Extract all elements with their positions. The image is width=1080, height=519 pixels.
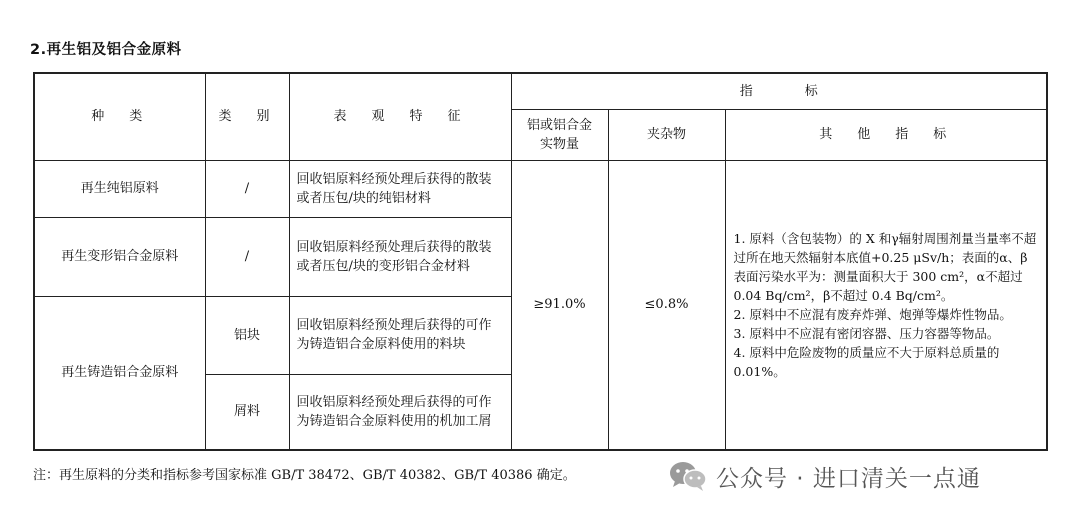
kind-cell: 再生纯铝原料 <box>34 160 205 217</box>
section-title: 2.再生铝及铝合金原料 <box>30 42 182 58</box>
other-indicator-4: 4. 原料中危险废物的质量应不大于原料总质量的 0.01%。 <box>733 344 1000 379</box>
appearance-cell: 回收铝原料经预处理后获得的散装或者压包/块的纯铝材料 <box>289 160 511 217</box>
header-indicators: 指 标 <box>511 73 1047 109</box>
category-cell: 铝块 <box>205 296 289 374</box>
watermark-text: 公众号 · 进口清关一点通 <box>716 465 981 492</box>
other-indicators-cell <box>725 160 1047 450</box>
category-cell: / <box>205 217 289 296</box>
watermark <box>668 456 981 496</box>
appearance-cell: 回收铝原料经预处理后获得的散装或者压包/块的变形铝合金材料 <box>289 217 511 296</box>
table-row <box>34 160 1047 217</box>
appearance-cell: 回收铝原料经预处理后获得的可作为铸造铝合金原料使用的料块 <box>289 296 511 374</box>
header-row-1 <box>34 73 1047 109</box>
wechat-icon <box>668 460 708 492</box>
table-note: 注：再生原料的分类和指标参考国家标准 GB/T 38472、GB/T 40382、GB/T 40386 确定。 <box>33 468 576 483</box>
header-category: 类 别 <box>205 73 289 160</box>
header-other: 其 他 指 标 <box>725 109 1047 160</box>
standards-table <box>33 72 1048 451</box>
al-content-value: ≥91.0% <box>511 160 608 450</box>
kind-cell: 再生铸造铝合金原料 <box>34 296 205 450</box>
kind-cell: 再生变形铝合金原料 <box>34 217 205 296</box>
other-indicator-3: 3. 原料中不应混有密闭容器、压力容器等物品。 <box>733 325 1000 341</box>
header-appearance: 表 观 特 征 <box>289 73 511 160</box>
appearance-cell: 回收铝原料经预处理后获得的可作为铸造铝合金原料使用的机加工屑 <box>289 374 511 450</box>
header-kind: 种 类 <box>34 73 205 160</box>
impurity-value: ≤0.8% <box>608 160 725 450</box>
category-cell: 屑料 <box>205 374 289 450</box>
other-indicator-2: 2. 原料中不应混有废弃炸弹、炮弹等爆炸性物品。 <box>733 306 1012 322</box>
other-indicator-1: 1. 原料（含包装物）的 X 和γ辐射周围剂量当量率不超过所在地天然辐射本底值+0.25 μSv/h；表面的α、β表面污染水平为：测量面积大于 300 cm²，α不超过 0.04 Bq/cm²，β不超过 0.4 Bq/cm²。 <box>733 230 1037 303</box>
header-al-content: 铝或铝合金实物量 <box>511 109 608 160</box>
category-cell: / <box>205 160 289 217</box>
header-impurity: 夹杂物 <box>608 109 725 160</box>
